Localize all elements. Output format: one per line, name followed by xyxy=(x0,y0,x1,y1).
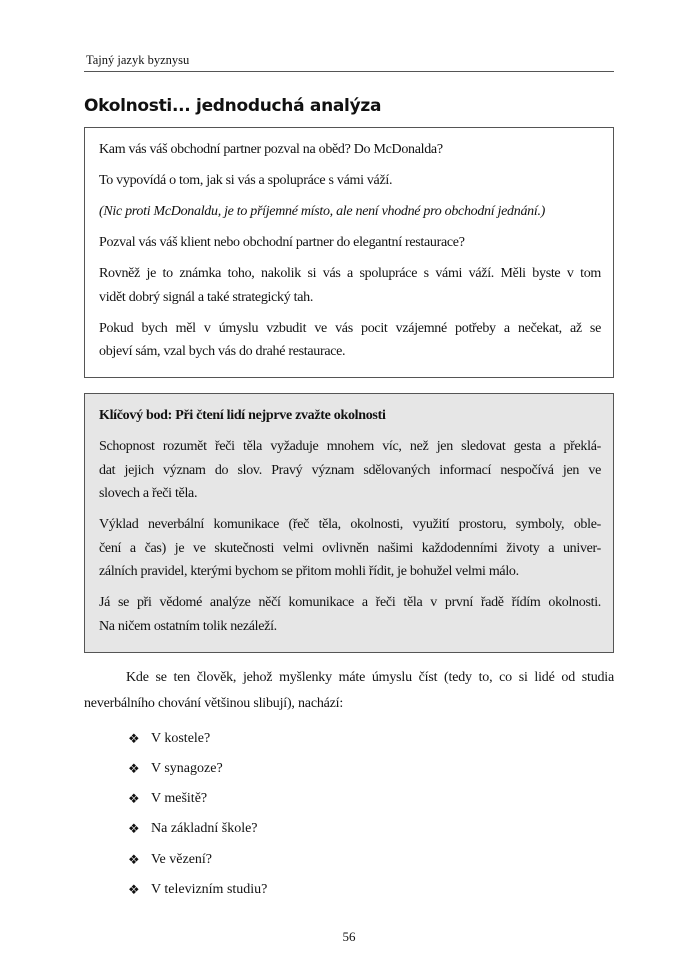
diamond-bullet-icon: ❖ xyxy=(128,821,140,837)
text-line: Pokud bych měl v úmyslu vzbudit ve vás pocit vzájemné potřeby a nečekat, až se xyxy=(99,320,601,336)
box-paragraph xyxy=(99,231,601,255)
box-paragraph xyxy=(99,200,601,224)
list-item-text: Ve vězení? xyxy=(151,851,213,867)
box-paragraph xyxy=(99,317,601,364)
list-item xyxy=(128,757,614,787)
list-item xyxy=(128,817,614,847)
box-paragraph xyxy=(99,435,601,506)
text-line: Já se při vědomé analýze něčí komunikace a řeči těla v první řadě řídím okolnosti. xyxy=(99,595,601,610)
location-list xyxy=(84,727,614,909)
text-line: Na ničem ostatním tolik nezáleží. xyxy=(99,618,277,634)
text-line: To vypovídá o tom, jak si vás a spolupráce s vámi váží. xyxy=(99,173,393,188)
list-item-text: V synagoze? xyxy=(151,760,223,776)
diamond-bullet-icon: ❖ xyxy=(128,791,140,807)
body-paragraph xyxy=(84,665,614,717)
header-rule xyxy=(84,71,614,72)
list-item-text: V televizním studiu? xyxy=(151,881,268,897)
text-line: zálních pravidel, kterými bychom se přitom mohli řídit, je bohužel velmi málo. xyxy=(99,564,519,579)
text-line: objeví sám, vzal bych vás do drahé restaurace. xyxy=(99,344,346,359)
list-item xyxy=(128,878,614,908)
box-paragraph xyxy=(99,513,601,584)
box-paragraph xyxy=(99,262,601,309)
diamond-bullet-icon: ❖ xyxy=(128,881,140,897)
list-item xyxy=(128,727,614,757)
box-paragraph xyxy=(99,169,601,193)
box-paragraph xyxy=(99,591,601,638)
text-line: Výklad neverbální komunikace (řeč těla, okolnosti, využití prostoru, symboly, oble- xyxy=(99,517,601,532)
text-line: dat jejich význam do slov. Pravý význam sdělovaných informací nespočívá jen ve xyxy=(99,462,601,478)
text-line: slovech a řeči těla. xyxy=(99,486,198,501)
text-line: čení a čas) je ve skutečnosti velmi ovlivněn našimi každodenními životy a univer- xyxy=(99,540,601,556)
box-paragraph xyxy=(99,404,601,428)
box-paragraph xyxy=(99,138,601,162)
example-box xyxy=(84,127,614,378)
text-line: (Nic proti McDonaldu, je to příjemné místo, ale není vhodné pro obchodní jednání.) xyxy=(99,204,546,219)
text-line: Klíčový bod: Při čtení lidí nejprve zvažte okolnosti xyxy=(99,408,386,423)
list-item-text: V mešitě? xyxy=(151,791,208,807)
diamond-bullet-icon: ❖ xyxy=(128,760,140,776)
list-item xyxy=(128,848,614,878)
list-item-text: V kostele? xyxy=(151,730,211,746)
text-line: Schopnost rozumět řeči těla vyžaduje mnohem víc, než jen sledovat gesta a překlá- xyxy=(99,439,601,454)
diamond-bullet-icon: ❖ xyxy=(128,851,140,867)
list-item-text: Na základní škole? xyxy=(151,821,258,837)
page-number: 56 xyxy=(342,929,356,945)
text-line: neverbálního chování většinou slibují), nachází: xyxy=(84,695,344,711)
text-line: Kam vás váš obchodní partner pozval na oběd? Do McDonalda? xyxy=(99,142,443,157)
diamond-bullet-icon: ❖ xyxy=(128,730,140,746)
text-line: Rovněž je to známka toho, nakolik si vás a spolupráce s vámi váží. Měli byste v tom xyxy=(99,266,601,281)
text-line: Kde se ten člověk, jehož myšlenky máte úmyslu číst (tedy to, co si lidé od studia xyxy=(126,669,614,685)
key-point-box xyxy=(84,393,614,653)
running-header: Tajný jazyk byznysu xyxy=(86,53,190,67)
text-line: Pozval vás váš klient nebo obchodní partner do elegantní restaurace? xyxy=(99,235,465,250)
list-item xyxy=(128,787,614,817)
text-line: vidět dobrý signál a také strategický tah. xyxy=(99,289,314,305)
section-title: Okolnosti... jednoduchá analýza xyxy=(84,96,382,116)
